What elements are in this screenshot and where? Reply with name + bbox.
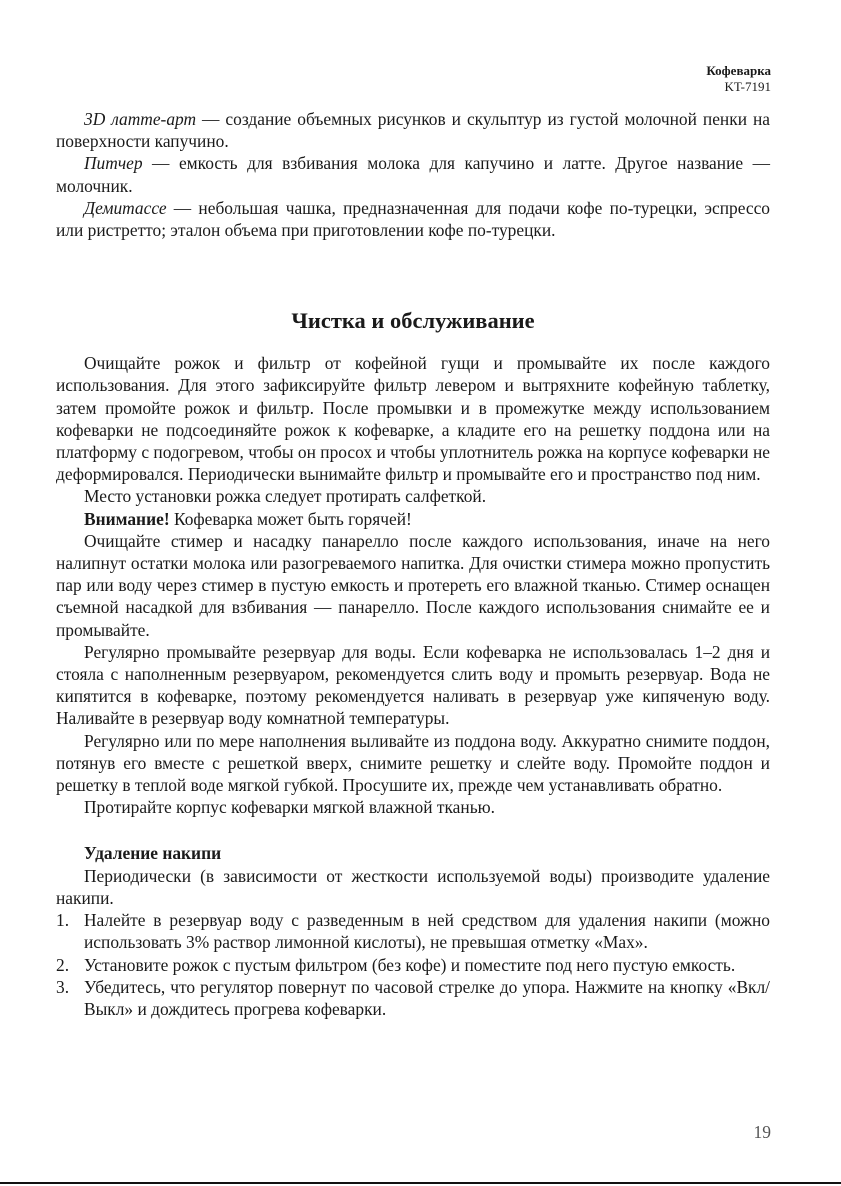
steps-list — [56, 909, 770, 1020]
page-content — [56, 108, 770, 1020]
warning-text: Кофеварка может быть горячей! — [169, 508, 412, 529]
paragraph: Регулярно промывайте резервуар для воды. Если кофеварка не использовалась 1–2 дня и стояла с наполненным резервуаром, рекомендуется слить воду и промыть резервуар. Вода не кипятится в кофеварке, поэтому рекомендуется наливать в резервуар уже кипяченую воду. Наливайте в резервуар воду комнатной температуры. — [56, 641, 770, 729]
list-item — [56, 976, 770, 1020]
header-product-name: Кофеварка — [706, 63, 771, 78]
paragraph: Периодически (в зависимости от жесткости используемой воды) производите удаление накипи. — [56, 865, 770, 908]
bottom-rule — [0, 1182, 841, 1184]
page-number: 19 — [753, 1122, 771, 1142]
subsection-title: Удаление накипи — [84, 843, 222, 864]
header-model-code: KT-7191 — [724, 79, 771, 94]
paragraph: Очищайте стимер и насадку панарелло после каждого использования, иначе на него налипнут остатки молока или разогреваемого напитка. Для очистки стимера можно пропустить пар или воду через стимер в пустую емкость и протереть его влажной тканью. Стимер оснащен съемной насадкой для взбивания — панарелло. После каждого использования снимайте ее и промывайте. — [56, 530, 770, 640]
warning-paragraph — [56, 508, 770, 530]
list-item — [56, 909, 770, 953]
paragraph: Протирайте корпус кофеварки мягкой влажной тканью. — [84, 797, 495, 818]
step-text: Убедитесь, что регулятор повернут по часовой стрелке до упора. Нажмите на кнопку «Вкл/Выкл» и дождитесь прогрева кофеварки. — [84, 976, 770, 1019]
glossary-definition: — создание объемных рисунков и скульптур из густой молочной пенки на поверхности капучино. — [56, 109, 770, 152]
paragraph: Очищайте рожок и фильтр от кофейной гущи и промывайте их после каждого использования. Для этого зафиксируйте фильтр левером и вытряхните кофейную таблетку, затем промойте рожок и фильтр. После промывки и в промежутке между использованием кофеварки не подсоединяйте рожок к кофеварке, а кладите его на решетку поддона или на платформу с подогревом, чтобы он просох и чтобы уплотнитель рожка на корпусе кофеварки не деформировался. Периодически вынимайте фильтр и промывайте его и пространство под ним. — [56, 353, 770, 485]
step-number: 1. — [56, 910, 70, 931]
running-header — [706, 63, 771, 95]
section-title: Чистка и обслуживание — [291, 308, 535, 334]
glossary-definition: — небольшая чашка, предназначенная для подачи кофе по-турецки, эспрессо или ристретто; эталон объема при приготовлении кофе по-турецки. — [56, 197, 770, 241]
step-number: 3. — [56, 976, 70, 997]
warning-label: Внимание! — [84, 508, 170, 529]
glossary-term: Демитассе — [84, 197, 167, 218]
paragraph: Регулярно или по мере наполнения выливайте из поддона воду. Аккуратно снимите поддон, потянув его вместе с решеткой вверх, снимите решетку и слейте воду. Промойте поддон и решетку в теплой воде мягкой губкой. Просушите их, прежде чем устанавливать обратно. — [56, 730, 770, 796]
glossary-entry — [56, 152, 770, 196]
glossary-term: 3D латте-арт — [84, 109, 197, 129]
glossary-entry — [56, 197, 770, 241]
step-number: 2. — [56, 954, 70, 975]
list-item — [56, 954, 770, 976]
glossary-term: Питчер — [84, 153, 143, 174]
glossary-entry — [56, 108, 770, 152]
paragraph: Место установки рожка следует протирать салфеткой. — [84, 486, 487, 507]
step-text: Налейте в резервуар воду с разведенным в ней средством для удаления накипи (можно использовать 3% раствор лимонной кислоты), не превышая отметку «Max». — [84, 910, 770, 953]
glossary-definition: — емкость для взбивания молока для капучино и латте. Другое название — молочник. — [56, 153, 770, 196]
step-text: Установите рожок с пустым фильтром (без кофе) и поместите под него пустую емкость. — [84, 954, 736, 975]
